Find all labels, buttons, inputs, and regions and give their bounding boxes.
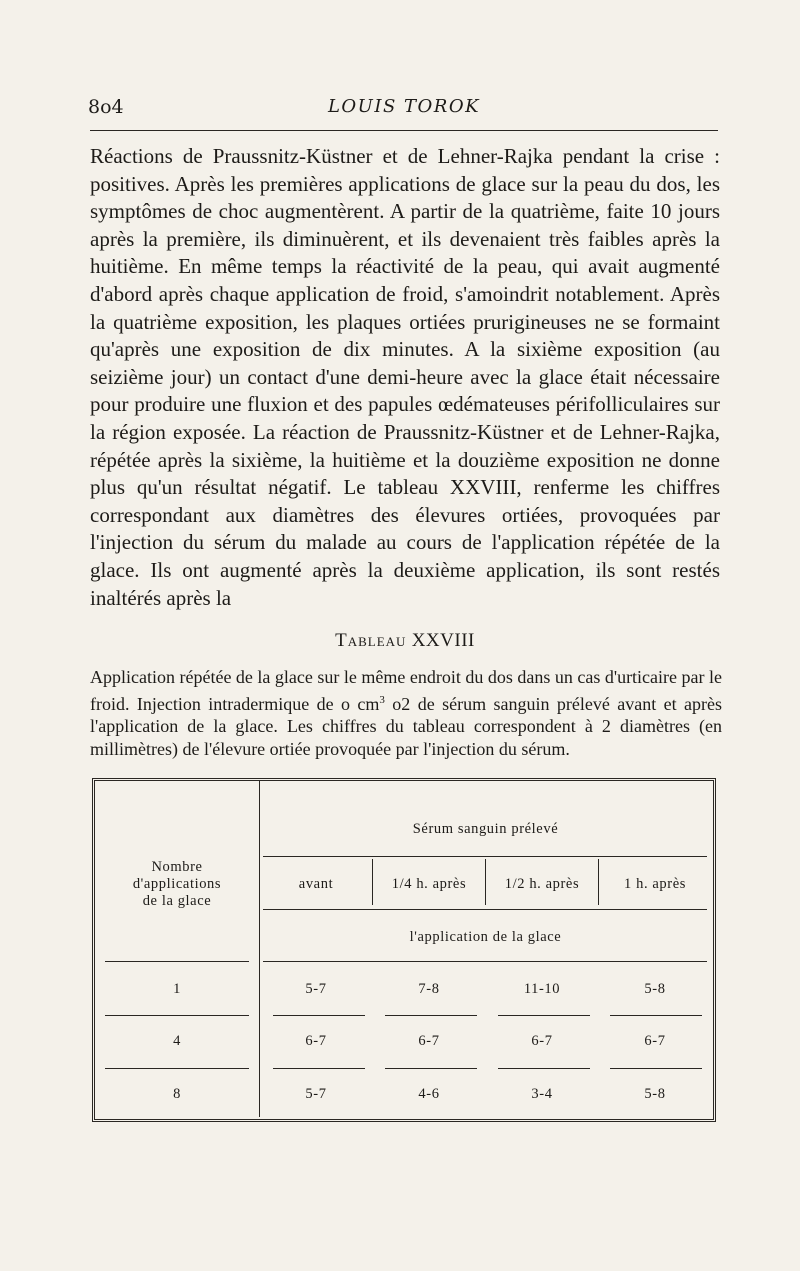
caption-superscript: 3 — [379, 693, 385, 706]
table-cell: 6-7 — [305, 1033, 327, 1049]
row-label: 8 — [173, 1086, 181, 1102]
row-rule — [385, 1015, 477, 1016]
page-header — [88, 96, 720, 126]
row-rule — [385, 1068, 477, 1069]
row-rule — [105, 1015, 249, 1016]
column-header-hour: 1 h. après — [624, 876, 686, 892]
header-rule — [263, 856, 707, 857]
row-rule — [105, 1068, 249, 1069]
header-bottom-rule — [263, 961, 707, 962]
row-header-line: Nombre — [151, 859, 203, 875]
table-cell: 4-6 — [418, 1086, 440, 1102]
table-cell: 11-10 — [523, 981, 561, 997]
row-rule — [610, 1015, 702, 1016]
data-table — [92, 778, 716, 1122]
caption-text-1: Application répétée de la glace sur le même endroit du dos dans un cas d'urticaire par le froid. Injection intradermique de o cm — [90, 667, 722, 714]
table-title-number: XXVIII — [411, 630, 475, 651]
row-rule — [273, 1068, 365, 1069]
table-cell: 6-7 — [418, 1033, 440, 1049]
table-cell: 5-7 — [305, 981, 327, 997]
page-number: 8o4 — [88, 96, 124, 118]
column-header-avant: avant — [298, 876, 334, 892]
table-title — [90, 630, 720, 652]
caption-text-2: o2 de sérum sanguin prélevé avant et après l'application de la glace. Les chiffres du tableau correspondent à 2 diamètres (en millimètres) de l'élevure ortiée provoquée par l'injection du sérum. — [90, 693, 722, 759]
column-header-quarter: 1/4 h. après — [391, 876, 467, 892]
row-header-cell — [95, 859, 259, 910]
row-rule — [498, 1015, 590, 1016]
group-header: Sérum sanguin prélevé — [412, 821, 559, 837]
header-rule — [263, 909, 707, 910]
row-header-line: de la glace — [142, 893, 212, 909]
running-title: LOUIS TOROK — [327, 96, 481, 117]
row-rule — [498, 1068, 590, 1069]
table-caption — [90, 666, 722, 760]
table-cell: 5-7 — [305, 1086, 327, 1102]
row-label: 1 — [173, 981, 181, 997]
row-header-line: d'applications — [132, 876, 222, 892]
table-cell: 3-4 — [531, 1086, 553, 1102]
table-title-prefix: Tableau — [335, 630, 407, 651]
table-cell: 5-8 — [644, 981, 666, 997]
column-header-half: 1/2 h. après — [504, 876, 580, 892]
table-cell: 6-7 — [644, 1033, 666, 1049]
table-cell: 6-7 — [531, 1033, 553, 1049]
table-cell: 5-8 — [644, 1086, 666, 1102]
body-paragraph: Réactions de Praussnitz-Küstner et de Lehner-Rajka pendant la crise : positives. Après les premières applications de glace sur la peau du dos, les symptômes de choc augmentèrent. A partir de la quatrième, faite 10 jours après la première, ils diminuèrent, et ils devenaient très faibles après la huitième. En même temps la réactivité de la peau, qui avait augmenté d'abord après chaque application de froid, s'amoindrit notablement. Après la quatrième exposition, les plaques ortiées prurigineuses ne se formaint qu'après une exposition de dix minutes. A la sixième exposition (au seizième jour) un contact d'une demi-heure avec la glace était nécessaire pour produire une fluxion et des papules œdémateuses périfolliculaires sur la région exposée. La réaction de Praussnitz-Küstner et de Lehner-Rajka, répétée après la sixième, la huitième et la douzième exposition ne donne plus qu'un résultat négatif. Le tableau XXVIII, renferme les chiffres correspondant aux diamètres des élevures ortiées, provoquées par l'injection du sérum du malade au cours de l'application répétée de la glace. Ils ont augmenté après la deuxième application, ils sont restés inaltérés après la — [90, 144, 720, 610]
row-rule — [610, 1068, 702, 1069]
row-rule — [273, 1015, 365, 1016]
sub-header: l'application de la glace — [409, 929, 562, 945]
table-cell: 7-8 — [418, 981, 440, 997]
header-bottom-rule — [105, 961, 249, 962]
row-label: 4 — [173, 1033, 181, 1049]
header-rule — [90, 130, 718, 131]
